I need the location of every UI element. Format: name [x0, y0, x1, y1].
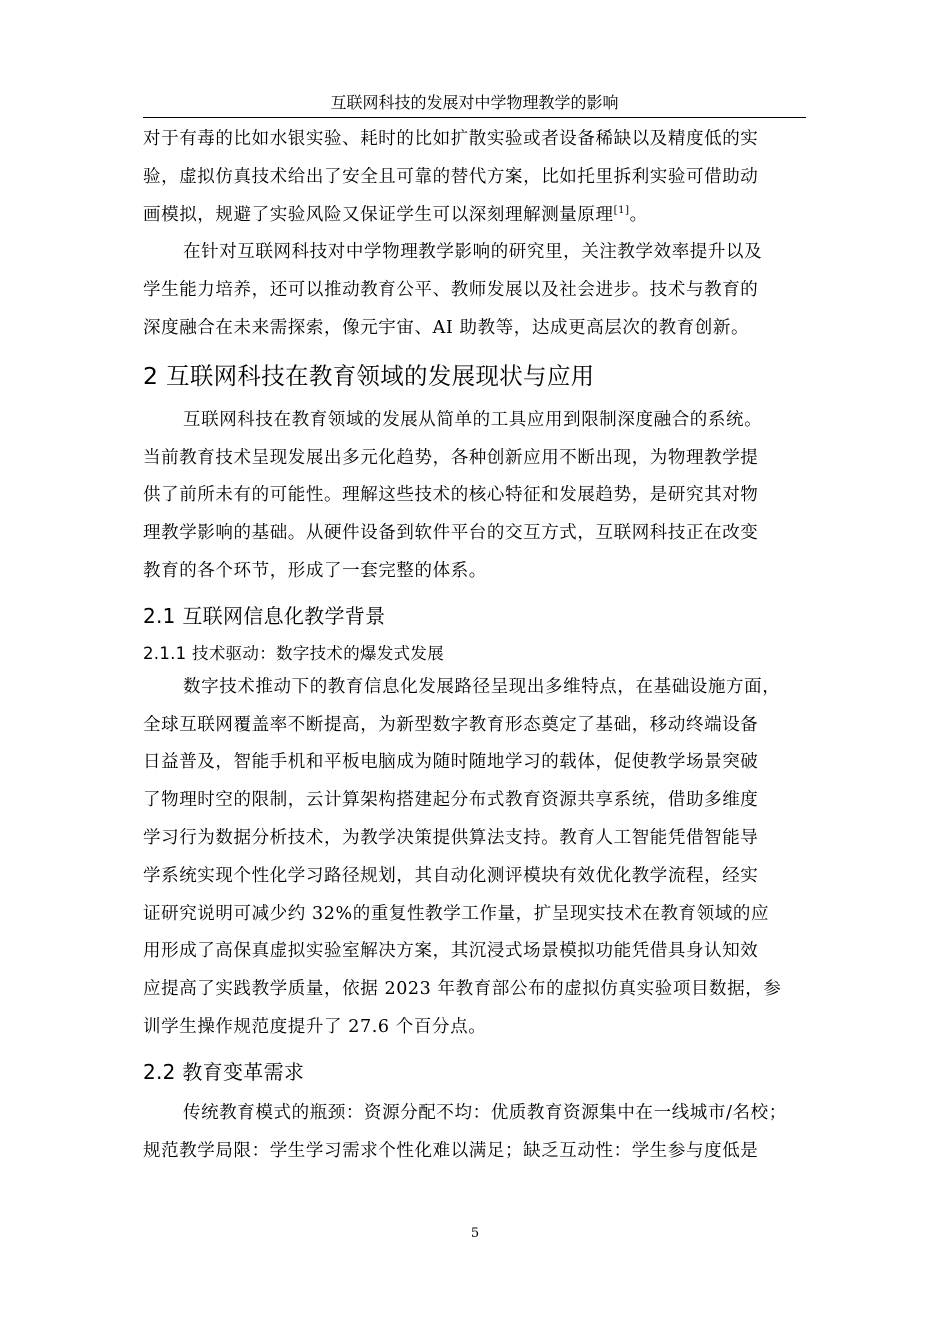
section-heading-2-2: 2.2 教育变革需求 — [143, 1059, 305, 1084]
text-line: 规范教学局限：学生学习需求个性化难以满足；缺乏互动性：学生参与度低是 — [143, 1140, 759, 1161]
running-header: 互联网科技的发展对中学物理教学的影响 — [330, 93, 619, 112]
text-line — [143, 197, 813, 235]
section-heading-2-1-1: 2.1.1 技术驱动：数字技术的爆发式发展 — [143, 643, 445, 663]
citation-reference[interactable]: [1] — [613, 204, 630, 216]
text-line: 学生能力培养，还可以推动教育公平、教师发展以及社会进步。技术与教育的 — [143, 280, 759, 301]
text-line: 验，虚拟仿真技术给出了安全且可靠的替代方案，比如托里拆利实验可借助动 — [143, 166, 759, 187]
text-line: 全球互联网覆盖率不断提高，为新型数字教育形态奠定了基础，移动终端设备 — [143, 714, 759, 735]
text-line: 当前教育技术呈现发展出多元化趋势，各种创新应用不断出现，为物理教学提 — [143, 447, 759, 468]
section-2-paragraph — [143, 402, 813, 591]
page-content — [143, 121, 813, 1170]
section-heading-2-1: 2.1 互联网信息化教学背景 — [143, 603, 386, 628]
text-line: 深度融合在未来需探索，像元宇宙、AI 助教等，达成更高层次的教育创新。 — [143, 317, 750, 338]
intro-paragraph-2 — [143, 234, 813, 347]
text-line: 理教学影响的基础。从硬件设备到软件平台的交互方式，互联网科技正在改变 — [143, 523, 759, 544]
text-line: 学系统实现个性化学习路径规划，其自动化测评模块有效优化教学流程，经实 — [143, 865, 759, 886]
text-line-content: 画模拟，规避了实验风险又保证学生可以深刻理解测量原理 — [143, 204, 614, 225]
text-line: 学习行为数据分析技术，为教学决策提供算法支持。教育人工智能凭借智能导 — [143, 827, 759, 848]
text-line: 供了前所未有的可能性。理解这些技术的核心特征和发展趋势，是研究其对物 — [143, 485, 759, 506]
text-line: 在针对互联网科技对中学物理教学影响的研究里，关注教学效率提升以及 — [183, 242, 763, 263]
text-line: 了物理时空的限制，云计算架构搭建起分布式教育资源共享系统，借助多维度 — [143, 790, 759, 811]
section-heading-2: 2 互联网科技在教育领域的发展现状与应用 — [143, 361, 595, 390]
intro-paragraph-1 — [143, 121, 813, 234]
text-line: 对于有毒的比如水银实验、耗时的比如扩散实验或者设备稀缺以及精度低的实 — [143, 129, 759, 149]
text-line: 日益普及，智能手机和平板电脑成为随时随地学习的载体，促使教学场景突破 — [143, 752, 759, 773]
text-line: 互联网科技在教育领域的发展从简单的工具应用到限制深度融合的系统。 — [183, 409, 763, 430]
text-line: 数字技术推动下的教育信息化发展路径呈现出多维特点，在基础设施方面， — [183, 676, 781, 697]
sentence-end: 。 — [629, 204, 648, 225]
text-line: 训学生操作规范度提升了 27.6 个百分点。 — [143, 1016, 487, 1037]
text-line: 教育的各个环节，形成了一套完整的体系。 — [143, 560, 487, 581]
header-rule — [143, 117, 806, 118]
text-line: 证研究说明可减少约 32%的重复性教学工作量，扩呈现实技术在教育领域的应 — [143, 903, 770, 924]
section-2-2-paragraph — [143, 1095, 813, 1171]
text-line: 应提高了实践教学质量，依据 2023 年教育部公布的虚拟仿真实验项目数据，参 — [143, 979, 782, 1000]
text-line: 传统教育模式的瓶颈：资源分配不均：优质教育资源集中在一线城市/名校； — [183, 1102, 787, 1123]
page-number: 5 — [470, 1226, 480, 1241]
text-line: 用形成了高保真虚拟实验室解决方案，其沉浸式场景模拟功能凭借具身认知效 — [143, 941, 759, 962]
section-2-1-1-paragraph — [143, 669, 813, 1047]
